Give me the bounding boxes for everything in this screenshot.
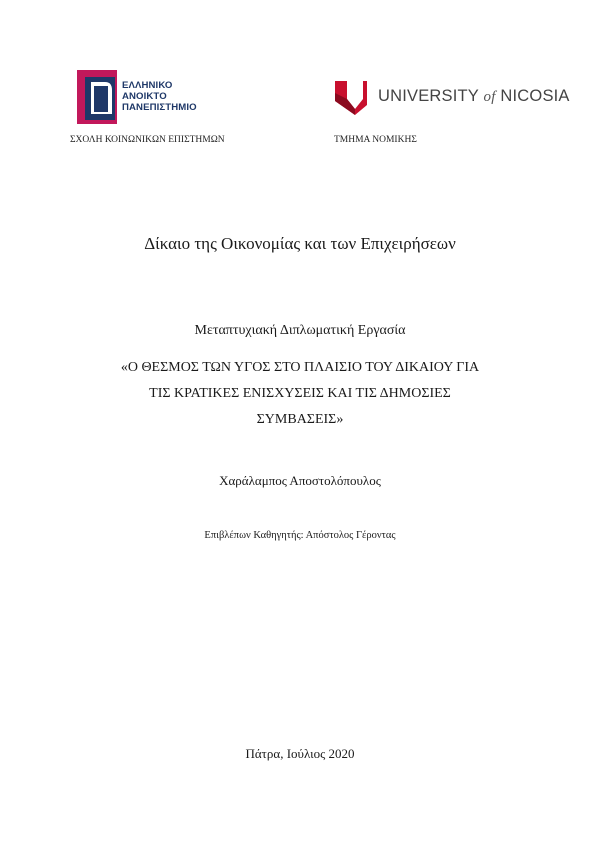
program-title: Δίκαιο της Οικονομίας και των Επιχειρήσεων <box>144 234 456 253</box>
hou-emblem-icon <box>77 70 121 126</box>
thesis-title-line-2: ΤΙΣ ΚΡΑΤΙΚΕΣ ΕΝΙΣΧΥΣΕΙΣ ΚΑΙ ΤΙΣ ΔΗΜΟΣΙΕΣ <box>149 386 451 401</box>
unic-wordmark <box>378 87 570 106</box>
unic-of: of <box>483 89 496 105</box>
supervisor-line: Επιβλέπων Καθηγητής: Απόστολος Γέροντας <box>204 530 396 541</box>
school-label: ΣΧΟΛΗ ΚΟΙΝΩΝΙΚΩΝ ΕΠΙΣΤΗΜΩΝ <box>70 135 225 145</box>
hou-line-1: ΕΛΛΗΝΙΚΟ <box>122 80 173 91</box>
thesis-type: Μεταπτυχιακή Διπλωματική Εργασία <box>194 323 406 338</box>
place-date: Πάτρα, Ιούλιος 2020 <box>245 746 355 761</box>
unic-nicosia: NICOSIA <box>500 87 570 105</box>
unic-logo <box>333 79 570 115</box>
department-label: ΤΜΗΜΑ ΝΟΜΙΚΗΣ <box>334 135 417 145</box>
hou-line-2: ΑΝΟΙΚΤΟ <box>122 91 167 102</box>
hou-line-3: ΠΑΝΕΠΙΣΤΗΜΙΟ <box>122 102 197 113</box>
hou-logo <box>77 70 207 126</box>
unic-emblem-icon <box>333 79 369 115</box>
hou-wordmark <box>122 80 197 113</box>
thesis-title <box>0 355 600 433</box>
author-name: Χαράλαμπος Αποστολόπουλος <box>219 473 381 488</box>
thesis-title-line-1: «Ο ΘΕΣΜΟΣ ΤΩΝ ΥΓΟΣ ΣΤΟ ΠΛΑΙΣΙΟ ΤΟΥ ΔΙΚΑΙΟΥ ΓΙΑ <box>120 360 480 375</box>
thesis-title-line-3: ΣΥΜΒΑΣΕΙΣ» <box>256 412 344 427</box>
unic-university: UNIVERSITY <box>378 87 479 105</box>
